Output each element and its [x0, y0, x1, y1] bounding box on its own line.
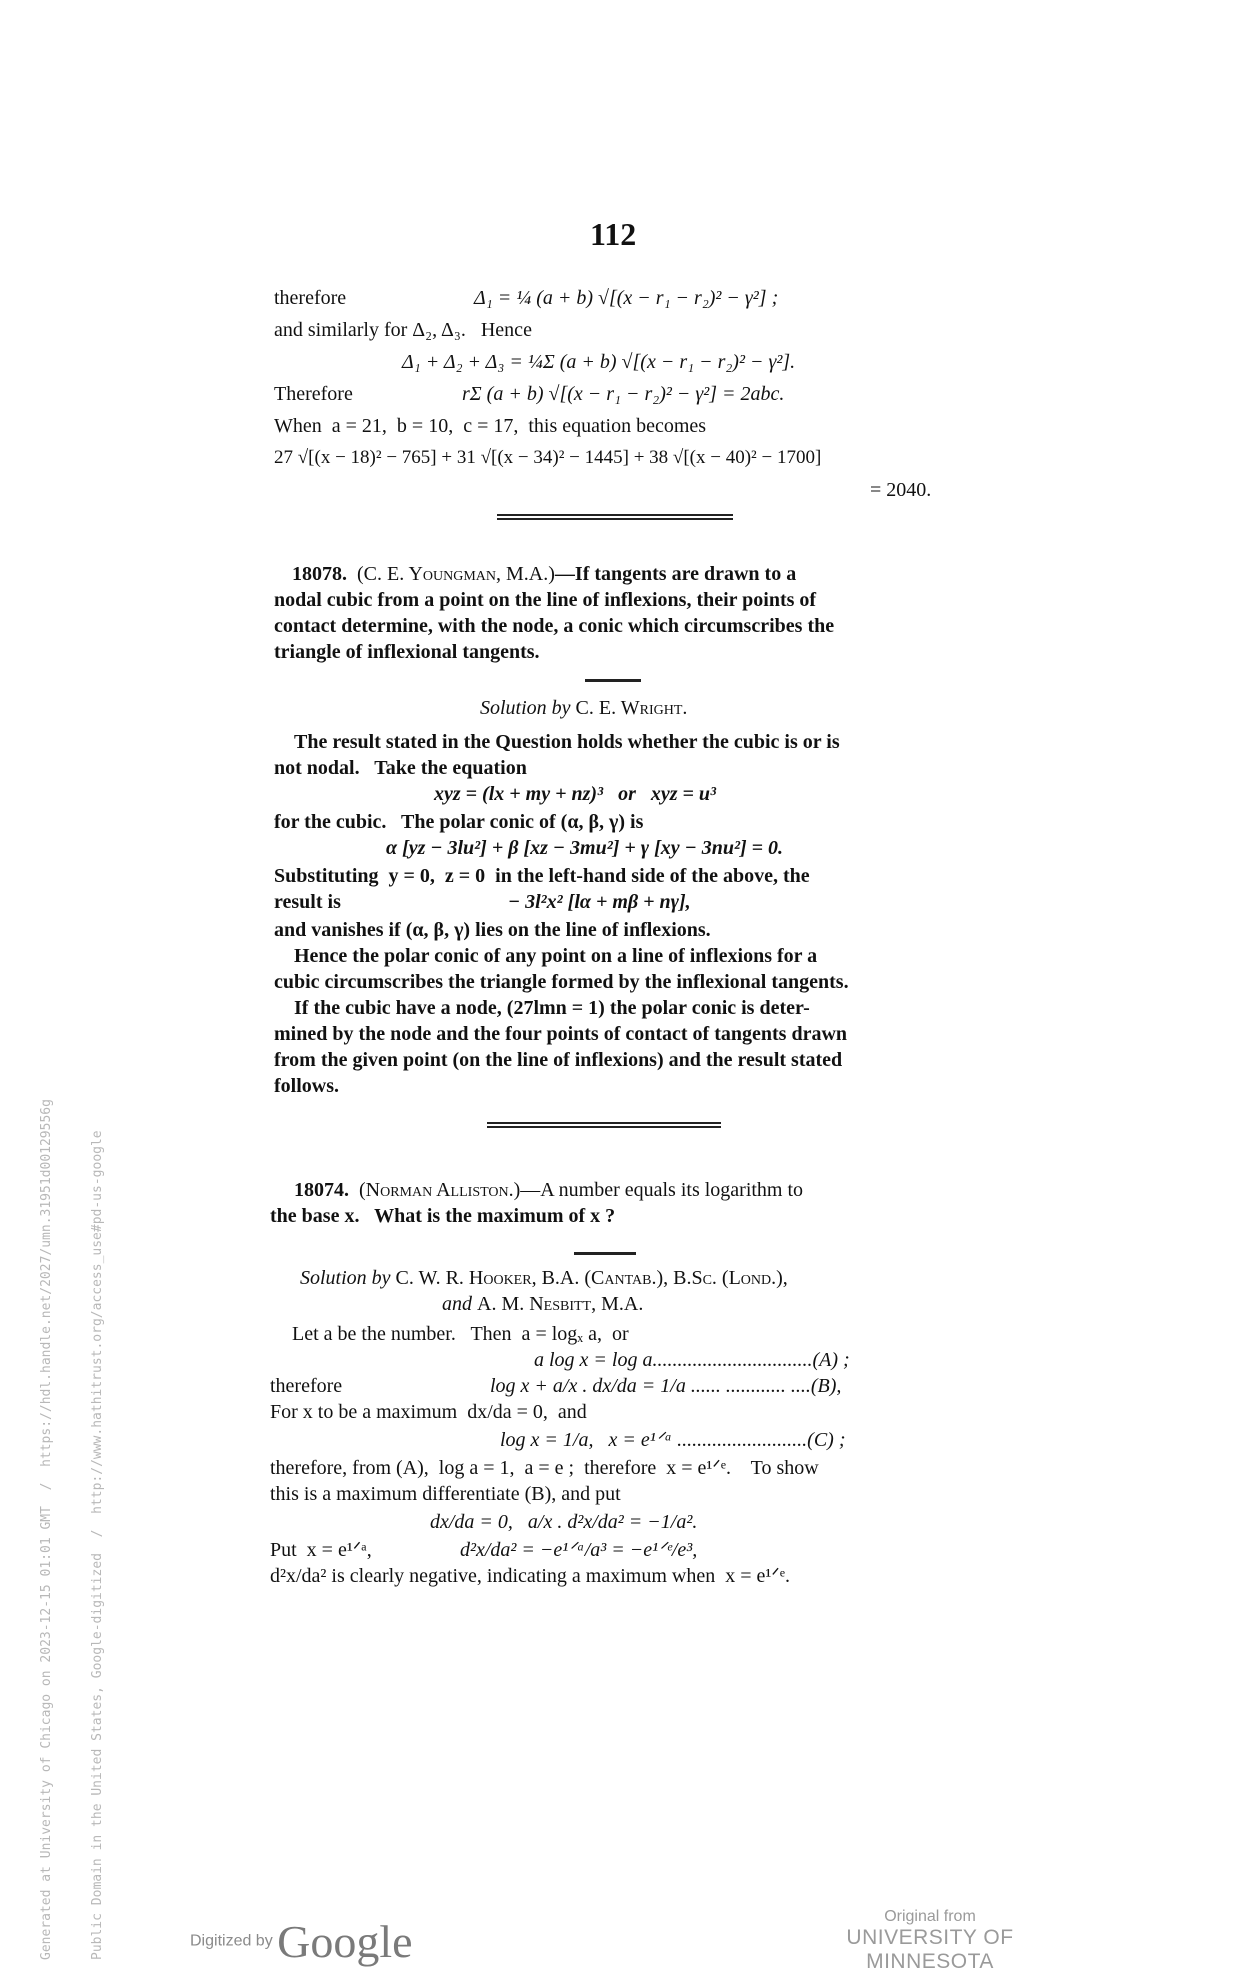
- solution-author: C. E. Wright.: [575, 697, 688, 719]
- page-number: 112: [590, 216, 637, 252]
- equation-result: − 3l²x² [lα + mβ + nγ],: [508, 891, 691, 913]
- body-line: follows.: [274, 1075, 339, 1097]
- original-from: [790, 1908, 1070, 1974]
- label-therefore: Therefore: [274, 383, 353, 405]
- body-line: result is: [274, 891, 341, 913]
- body-line: and vanishes if (α, β, γ) lies on the line of inflexions.: [274, 919, 711, 941]
- body-line: For x to be a maximum dx/da = 0, and: [270, 1401, 587, 1423]
- equation-delta1: Δ₁ = ¼ (a + b) √[(x − r₁ − r₂)² − γ²] ;: [474, 287, 779, 309]
- body-line: mined by the node and the four points of contact of tangents drawn: [274, 1023, 848, 1045]
- solution-prefix: Solution by: [480, 697, 571, 719]
- text-line: When a = 21, b = 10, c = 17, this equation becomes: [274, 415, 707, 437]
- digitized-by-google: [190, 1915, 413, 1968]
- solution-and: and: [442, 1293, 472, 1315]
- body-line: cubic circumscribes the triangle formed by the inflexional tangents.: [274, 971, 849, 993]
- body-line: from the given point (on the line of inflexions) and the result stated: [274, 1049, 843, 1071]
- body-line: Substituting y = 0, z = 0 in the left-hand side of the above, the: [274, 865, 810, 887]
- body-line: Hence the polar conic of any point on a line of inflexions for a: [294, 945, 818, 967]
- question-number: 18078.: [292, 563, 347, 585]
- question-text: —A number equals its logarithm to: [520, 1179, 804, 1201]
- question-author: (C. E. Youngman, M.A.): [357, 563, 555, 585]
- body-line: for the cubic. The polar conic of (α, β, γ) is: [274, 811, 644, 833]
- question-text: the base x. What is the maximum of x ?: [270, 1205, 616, 1227]
- question-text: —If tangents are drawn to a: [554, 563, 797, 585]
- question-text: triangle of inflexional tangents.: [274, 641, 540, 663]
- solution-byline: [480, 696, 687, 720]
- hathitrust-watermark: [4, 1099, 123, 1960]
- watermark-line-1: Generated at University of Chicago on 2023-12-15 01:01 GMT / https://hdl.handle.net/2027/umn.31951d00129556g: [39, 1099, 54, 1960]
- equation-put: d²x/da² = −e¹ᐟᵃ/a³ = −e¹ᐟᵉ/e³,: [460, 1539, 698, 1561]
- question-heading: [292, 562, 796, 586]
- text-line: and similarly for Δ₂, Δ₃. Hence: [274, 319, 532, 341]
- label-therefore: therefore: [274, 287, 347, 309]
- label-therefore: therefore: [270, 1375, 343, 1397]
- equation-result: = 2040.: [870, 479, 932, 501]
- equation-cubic: xyz = (lx + my + nz)³ or xyz = u³: [434, 783, 717, 805]
- equation-second-derivative: dx/da = 0, a/x . d²x/da² = −1/a².: [430, 1511, 698, 1533]
- body-line: d²x/da² is clearly negative, indicating a maximum when x = e¹ᐟᵉ.: [270, 1565, 790, 1587]
- body-line: Let a be the number. Then a = logₓ a, or: [292, 1323, 629, 1345]
- question-author: (Norman Alliston.): [359, 1179, 521, 1201]
- double-rule-divider: [487, 1122, 721, 1128]
- google-logo: Google: [277, 1916, 413, 1967]
- question-heading: [294, 1178, 803, 1202]
- equation-A: a log x = log a................................(A) ;: [534, 1349, 850, 1371]
- body-line: not nodal. Take the equation: [274, 757, 527, 779]
- watermark-line-2: Public Domain in the United States, Google-digitized / http://www.hathitrust.org/access_use#pd-us-google: [90, 1130, 105, 1960]
- solution-author-2: A. M. Nesbitt, M.A.: [477, 1293, 644, 1315]
- institution-name: UNIVERSITY OF MINNESOTA: [846, 1926, 1014, 1973]
- equation-polar-conic: α [yz − 3lu²] + β [xz − 3mu²] + γ [xy − 3nu²] = 0.: [386, 837, 784, 859]
- body-line: this is a maximum differentiate (B), and put: [270, 1483, 621, 1505]
- body-line: The result stated in the Question holds whether the cubic is or is: [294, 731, 840, 753]
- solution-prefix: Solution by: [300, 1267, 391, 1289]
- equation-numeric: 27 √[(x − 18)² − 765] + 31 √[(x − 34)² − 1445] + 38 √[(x − 40)² − 1700]: [274, 447, 822, 468]
- body-line: If the cubic have a node, (27lmn = 1) the polar conic is deter-: [294, 997, 810, 1019]
- solution-byline-2: [442, 1292, 643, 1316]
- digitized-by-label: Digitized by: [190, 1932, 273, 1950]
- body-line: therefore, from (A), log a = 1, a = e ; therefore x = e¹ᐟᵉ. To show: [270, 1457, 819, 1479]
- equation-2abc: rΣ (a + b) √[(x − r₁ − r₂)² − γ²] = 2abc.: [462, 383, 785, 405]
- question-text: contact determine, with the node, a conic which circumscribes the: [274, 615, 835, 637]
- question-number: 18074.: [294, 1179, 349, 1201]
- equation-C: log x = 1/a, x = e¹ᐟᵃ ..........................(C) ;: [500, 1429, 846, 1451]
- original-from-label: Original from: [884, 1908, 976, 1925]
- equation-delta-sum: Δ₁ + Δ₂ + Δ₃ = ¼Σ (a + b) √[(x − r₁ − r₂)² − γ²].: [402, 351, 796, 373]
- short-rule: [574, 1252, 636, 1255]
- double-rule-divider: [497, 514, 733, 520]
- short-rule: [585, 679, 641, 682]
- equation-B: log x + a/x . dx/da = 1/a ...... ............ ....(B),: [490, 1375, 842, 1397]
- solution-author: C. W. R. Hooker, B.A. (Cantab.), B.Sc. (Lond.),: [395, 1267, 788, 1289]
- solution-byline: [300, 1266, 788, 1290]
- body-line: Put x = e¹ᐟᵃ,: [270, 1539, 372, 1561]
- question-text: nodal cubic from a point on the line of inflexions, their points of: [274, 589, 817, 611]
